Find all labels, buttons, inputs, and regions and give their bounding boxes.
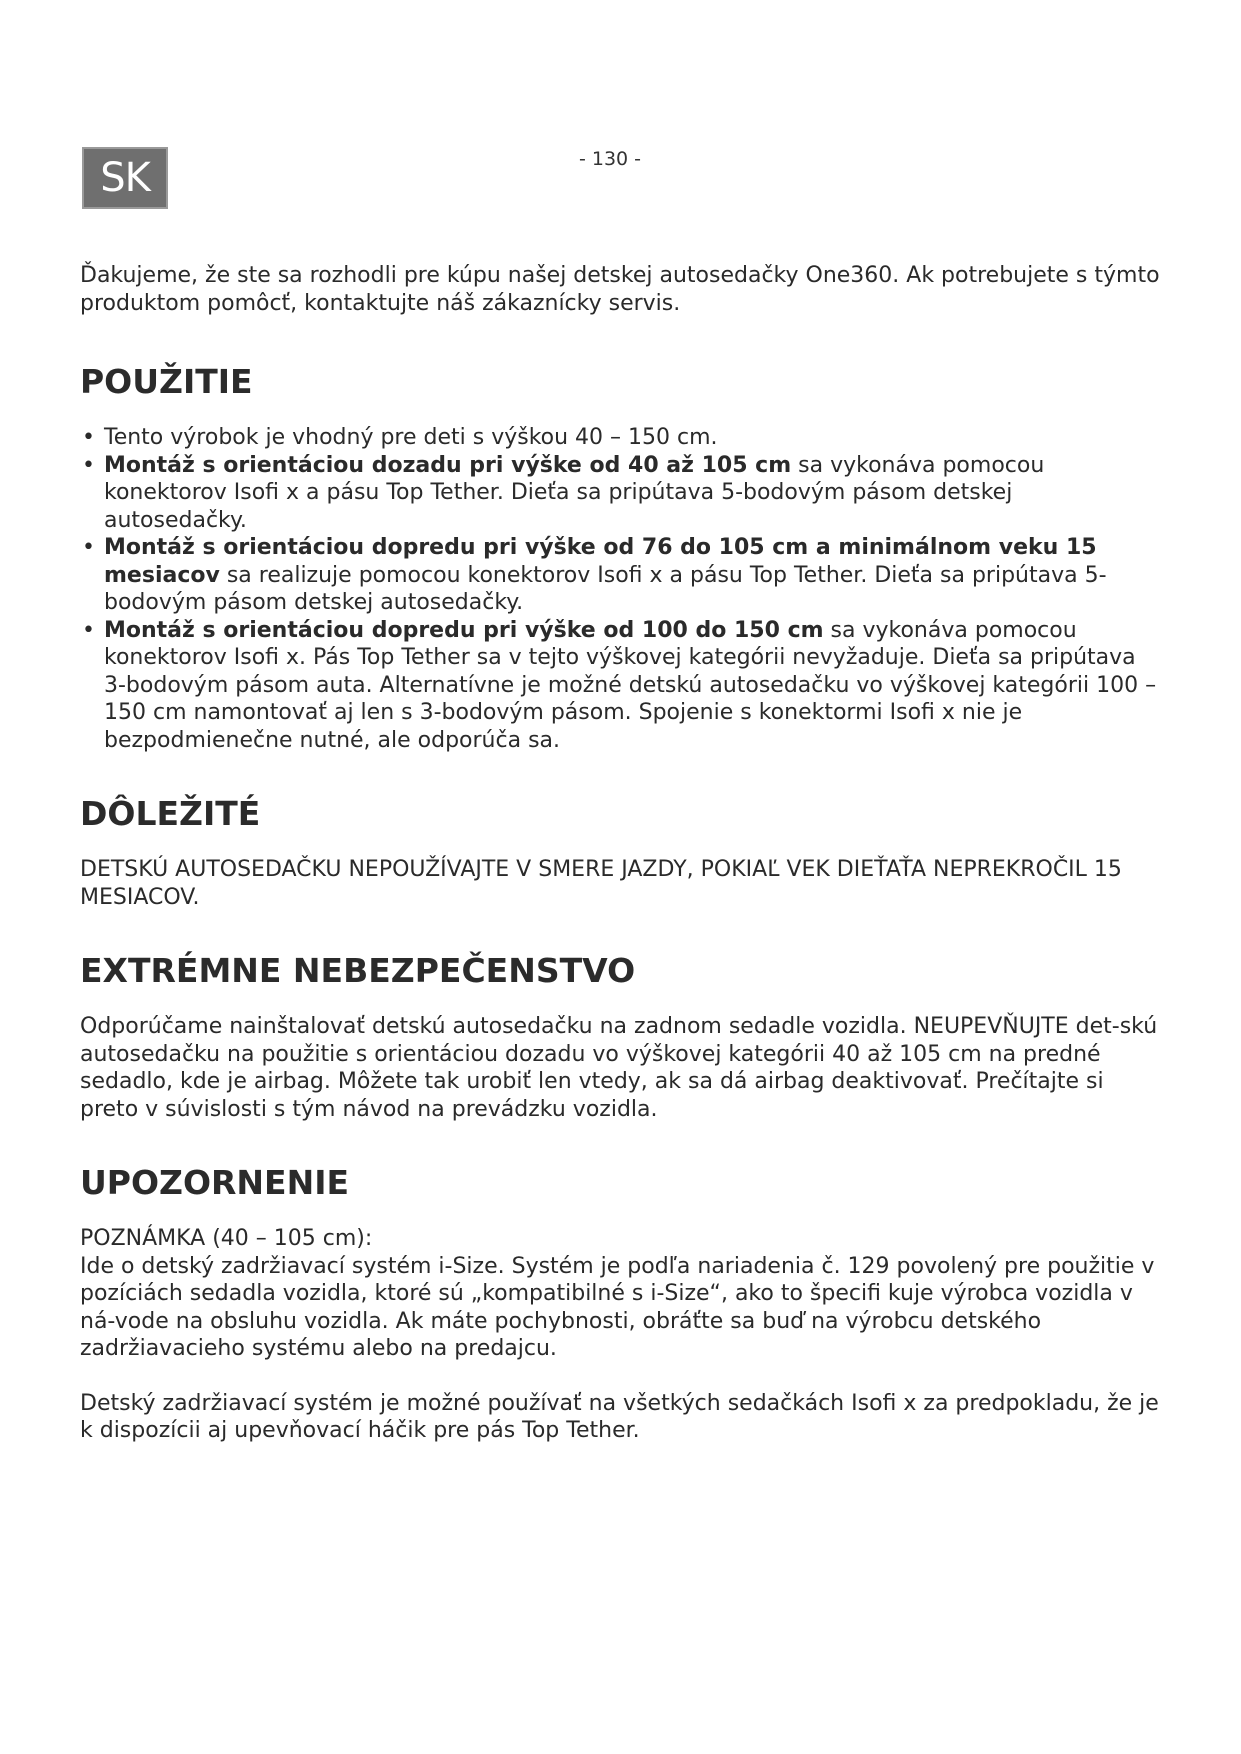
page-number: - 130 - xyxy=(578,148,642,170)
section-usage xyxy=(80,362,1160,754)
list-item-text: Tento výrobok je vhodný pre deti s výškou 40 – 150 cm. xyxy=(104,425,718,450)
section-important xyxy=(80,794,1160,911)
section-warning xyxy=(80,1163,1160,1445)
section-title-warning: UPOZORNENIE xyxy=(80,1163,350,1202)
section-danger xyxy=(80,951,1160,1123)
important-text: DETSKÚ AUTOSEDAČKU NEPOUŽÍVAJTE V SMERE JAZDY, POKIAĽ VEK DIEŤAŤA NEPREKROČIL 15 MESIACOV. xyxy=(80,857,1122,910)
list-item-text: sa vykonáva pomocou konektorov Isofi x a pásu Top Tether. Dieťa sa pripútava 5-bodovým pásom detskej autosedačky. xyxy=(104,452,1045,533)
list-item xyxy=(80,534,1160,617)
danger-text: Odporúčame nainštalovať detskú autosedačku na zadnom sedadle vozidla. NEUPEVŇUJTE det-skú autosedačku na použitie s orientáciou dozadu vo výškovej kategórii 40 až 105 cm na predné sedadlo, kde je airbag. Môžete tak urobiť len vtedy, ak sa dá airbag deaktivovať. Prečítajte si preto v súvislosti s tým návod na prevádzku vozidla. xyxy=(80,1014,1158,1122)
warning-note-text: Ide o detský zadržiavací systém i-Size. Systém je podľa nariadenia č. 129 povolený pre použitie v pozíciách sedadla vozidla, ktoré sú „kompatibilné s i-Size“, ako to špecifi kuje výrobca vozidla v ná-vode na obsluhu vozidla. Ak máte pochybnosti, obráťte sa buď na výrobcu detského zadržiavacieho systému alebo na predajcu. xyxy=(80,1253,1155,1361)
list-item-bold: Montáž s orientáciou dopredu pri výške od 76 do 105 cm a minimálnom veku 15 mesiacov xyxy=(104,535,1097,588)
intro-paragraph: Ďakujeme, že ste sa rozhodli pre kúpu našej detskej autosedačky One360. Ak potrebujete s týmto produktom pomôcť, kontaktujte náš zákaznícky servis. xyxy=(80,263,1160,316)
usage-list xyxy=(80,424,1160,754)
list-item xyxy=(80,424,1160,452)
section-title-danger: EXTRÉMNE NEBEZPEČENSTVO xyxy=(80,951,636,990)
list-item-text: sa vykonáva pomocou konektorov Isofi x. Pás Top Tether sa v tejto výškovej kategórii nevyžaduje. Dieťa sa pripútava 3-bodovým pásom auta. Alternatívne je možné detskú autosedačku vo výškovej kategórii 100 – 150 cm namontovať aj len s 3-bodovým pásom. Spojenie s konektormi Isofi x nie je bezpodmienečne nutné, ale odporúča sa. xyxy=(104,617,1157,753)
section-title-important: DÔLEŽITÉ xyxy=(80,794,261,833)
warning-extra-text: Detský zadržiavací systém je možné používať na všetkých sedačkách Isofi x za predpokladu, že je k dispozícii aj upevňovací háčik pre pás Top Tether. xyxy=(80,1390,1159,1443)
list-item-bold: Montáž s orientáciou dopredu pri výške od 100 do 150 cm xyxy=(104,617,824,643)
list-item xyxy=(80,452,1160,535)
list-item-text: sa realizuje pomocou konektorov Isofi x a pásu Top Tether. Dieťa sa pripútava 5-bodovým pásom detskej autosedačky. xyxy=(104,562,1107,615)
page-content xyxy=(80,262,1160,1485)
list-item-bold: Montáž s orientáciou dozadu pri výške od 40 až 105 cm xyxy=(104,452,792,478)
section-title-usage: POUŽITIE xyxy=(80,362,253,401)
warning-note-label: POZNÁMKA (40 – 105 cm): xyxy=(80,1226,373,1251)
language-badge: SK xyxy=(82,147,168,209)
list-item xyxy=(80,617,1160,755)
